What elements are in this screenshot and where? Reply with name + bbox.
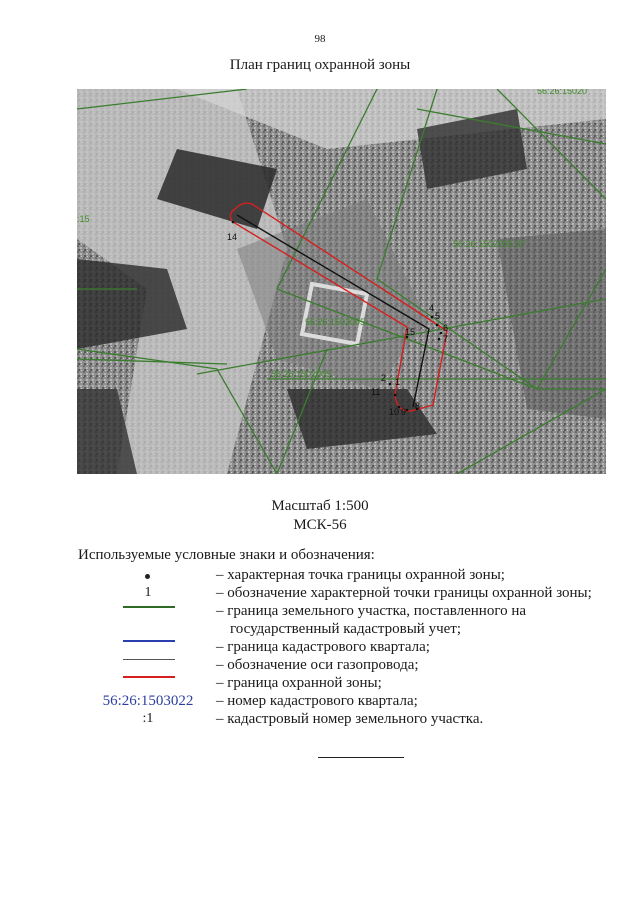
- legend-item-parcel-number: [78, 711, 618, 729]
- parcel-label: 56:26:15020: [537, 89, 588, 96]
- scale-text: Масштаб 1:500: [271, 498, 369, 514]
- point-number-symbol: 1: [144, 585, 152, 600]
- legend-item-quarter-boundary: [78, 639, 618, 657]
- legend-item-quarter-number: [78, 693, 618, 711]
- coordinate-system: МСК-56: [293, 517, 347, 533]
- legend-item-protection-zone: [78, 675, 618, 693]
- point-label: 5: [435, 311, 441, 321]
- point-label: 9: [401, 407, 407, 417]
- quarter-number-symbol: 56:26:1503022: [102, 693, 194, 709]
- parcel-label: 56:26:1502005:: [271, 369, 334, 379]
- gas-axis-line-symbol: [78, 657, 218, 675]
- legend-text: – кадастровый номер земельного участка.: [216, 711, 484, 727]
- parcel-number-symbol: :1: [142, 711, 154, 726]
- parcel-label: 56:26:1502005:: [305, 317, 368, 327]
- point-dot-symbol: [78, 567, 218, 585]
- point-label: 4: [429, 303, 435, 313]
- parcel-line-symbol: [78, 603, 218, 621]
- quarter-line-symbol: [78, 639, 218, 657]
- legend-text: – обозначение оси газопровода;: [216, 657, 419, 673]
- parcel-label: 56:26:1502005:37: [453, 239, 526, 249]
- legend-heading: Используемые условные знаки и обозначения:: [78, 547, 375, 563]
- point-label: 11: [371, 387, 381, 397]
- legend-text: – номер кадастрового квартала;: [216, 693, 418, 709]
- point-label: 14: [227, 232, 238, 242]
- point-label: 2: [381, 373, 387, 383]
- legend-text: государственный кадастровый учет;: [230, 621, 461, 637]
- point-label: 8: [415, 401, 421, 411]
- legend-text: – граница охранной зоны;: [216, 675, 382, 691]
- point-label: 6: [443, 323, 449, 333]
- legend-item-parcel-boundary-cont: [78, 621, 618, 639]
- legend-item-gas-axis: [78, 657, 618, 675]
- map-canvas: [77, 89, 606, 474]
- zone-line-symbol: [78, 675, 218, 693]
- legend-item-point-number: [78, 585, 618, 603]
- legend-text: – характерная точка границы охранной зоны;: [216, 567, 505, 583]
- legend-text: – обозначение характерной точки границы охранной зоны;: [216, 585, 592, 601]
- point-label: 10: [389, 407, 400, 417]
- point-label: 15: [405, 327, 416, 337]
- orthophoto-map: [77, 89, 606, 474]
- legend-text: – граница кадастрового квартала;: [216, 639, 430, 655]
- parcel-label: :15: [77, 214, 90, 224]
- legend-item-point: [78, 567, 618, 585]
- closing-rule: [318, 757, 404, 758]
- point-label: 1: [395, 377, 401, 387]
- scale-block: [0, 497, 640, 535]
- point-label: 7: [443, 334, 449, 344]
- legend-text: – граница земельного участка, поставленного на: [216, 603, 527, 619]
- document-title: План границ охранной зоны: [229, 57, 411, 73]
- page-number: 98: [314, 33, 326, 45]
- legend-item-parcel-boundary: [78, 603, 618, 621]
